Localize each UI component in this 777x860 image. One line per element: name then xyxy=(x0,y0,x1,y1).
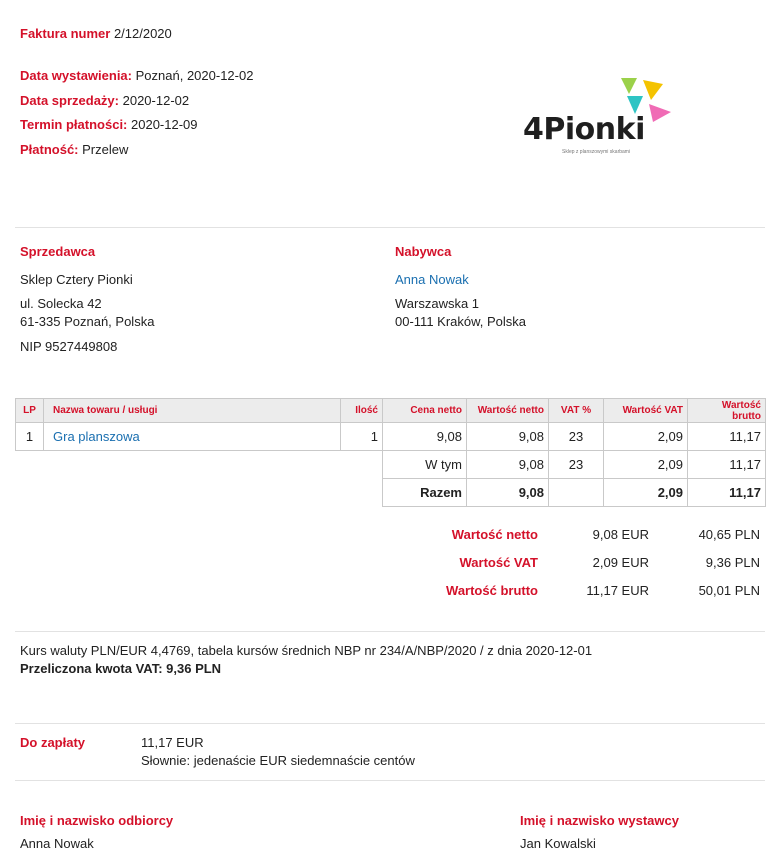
col-header-net-value: Wartość netto xyxy=(467,399,549,423)
seller-heading: Sprzedawca xyxy=(20,244,96,259)
converted-vat-text: Przeliczona kwota VAT: 9,36 PLN xyxy=(20,661,222,676)
razem-label: Razem xyxy=(383,479,467,507)
col-header-gross-value: Wartość brutto xyxy=(688,399,766,423)
issuer-label: Imię i nazwisko wystawcy xyxy=(520,813,679,828)
issue-date xyxy=(20,68,253,83)
row-vat-pct: 23 xyxy=(549,423,604,451)
invoice-number-label: Faktura numer xyxy=(20,26,111,41)
total-net-pln: 40,65 PLN xyxy=(698,527,760,542)
wtym-spacer xyxy=(16,451,383,479)
col-header-vat-pct: VAT % xyxy=(549,399,604,423)
payment-method-label: Płatność: xyxy=(20,142,79,157)
sale-date-label: Data sprzedaży: xyxy=(20,93,119,108)
table-header-row xyxy=(16,399,766,423)
wtym-label: W tym xyxy=(383,451,467,479)
row-gross-value: 11,17 xyxy=(688,423,766,451)
amount-due-label: Do zapłaty xyxy=(20,735,86,750)
total-vat-label: Wartość VAT xyxy=(459,555,538,570)
issue-date-value: Poznań, 2020-12-02 xyxy=(135,68,254,83)
exchange-rate-text: Kurs waluty PLN/EUR 4,4769, tabela kursów średnich NBP nr 234/A/NBP/2020 / z dnia 2020-12-01 xyxy=(20,643,593,658)
invoice-number-value: 2/12/2020 xyxy=(113,26,172,41)
shop-logo xyxy=(520,74,680,164)
col-header-qty: Ilość xyxy=(341,399,383,423)
total-vat-eur: 2,09 EUR xyxy=(592,555,649,570)
items-table xyxy=(15,398,766,507)
logo-triangle-pink xyxy=(649,104,671,122)
divider xyxy=(15,631,765,632)
total-gross-pln: 50,01 PLN xyxy=(698,583,760,598)
buyer-city: 00-111 Kraków, Polska xyxy=(395,314,527,329)
row-qty: 1 xyxy=(341,423,383,451)
wtym-net-value: 9,08 xyxy=(467,451,549,479)
row-product-link[interactable]: Gra planszowa xyxy=(44,423,341,451)
col-header-net-price: Cena netto xyxy=(383,399,467,423)
recipient-label: Imię i nazwisko odbiorcy xyxy=(20,813,174,828)
issuer-name: Jan Kowalski xyxy=(520,836,596,851)
divider xyxy=(15,227,765,228)
due-date-value: 2020-12-09 xyxy=(131,117,198,132)
razem-gross-value: 11,17 xyxy=(688,479,766,507)
amount-due-value: 11,17 EUR xyxy=(141,735,204,750)
sale-date xyxy=(20,93,189,108)
buyer-heading: Nabywca xyxy=(395,244,452,259)
seller-name: Sklep Cztery Pionki xyxy=(20,272,133,287)
col-header-vat-value: Wartość VAT xyxy=(604,399,688,423)
seller-nip: NIP 9527449808 xyxy=(20,339,118,354)
amount-due-words: Słownie: jedenaście EUR siedemnaście centów xyxy=(141,753,415,768)
logo-triangle-yellow xyxy=(643,80,663,100)
sale-date-value: 2020-12-02 xyxy=(122,93,190,108)
razem-vat-value: 2,09 xyxy=(604,479,688,507)
wtym-vat-value: 2,09 xyxy=(604,451,688,479)
wtym-gross-value: 11,17 xyxy=(688,451,766,479)
payment-method xyxy=(20,142,128,157)
total-gross-eur: 11,17 EUR xyxy=(586,583,649,598)
seller-street: ul. Solecka 42 xyxy=(20,296,102,311)
total-gross-label: Wartość brutto xyxy=(446,583,538,598)
due-date-label: Termin płatności: xyxy=(20,117,128,132)
divider xyxy=(15,723,765,724)
buyer-name-link[interactable]: Anna Nowak xyxy=(395,272,469,287)
due-date xyxy=(20,117,198,132)
row-lp: 1 xyxy=(16,423,44,451)
row-vat-value: 2,09 xyxy=(604,423,688,451)
logo-wordmark: 4Pionki xyxy=(523,112,645,147)
col-header-name: Nazwa towaru / usługi xyxy=(44,399,341,423)
table-row xyxy=(16,423,766,451)
invoice-number xyxy=(20,26,172,41)
buyer-street: Warszawska 1 xyxy=(395,296,480,311)
seller-city: 61-335 Poznań, Polska xyxy=(20,314,155,329)
razem-net-value: 9,08 xyxy=(467,479,549,507)
total-net-eur: 9,08 EUR xyxy=(592,527,649,542)
logo-triangle-green xyxy=(621,78,637,94)
issue-date-label: Data wystawienia: xyxy=(20,68,132,83)
recipient-name: Anna Nowak xyxy=(20,836,94,851)
wtym-row xyxy=(16,451,766,479)
razem-vat-pct xyxy=(549,479,604,507)
total-net-label: Wartość netto xyxy=(451,527,538,542)
total-vat-pln: 9,36 PLN xyxy=(705,555,760,570)
payment-method-value: Przelew xyxy=(82,142,129,157)
row-net-price: 9,08 xyxy=(383,423,467,451)
razem-spacer xyxy=(16,479,383,507)
razem-row xyxy=(16,479,766,507)
divider xyxy=(15,780,765,781)
wtym-vat-pct: 23 xyxy=(549,451,604,479)
col-header-lp: LP xyxy=(16,399,44,423)
logo-subtitle: Sklep z planszowymi skarbami xyxy=(562,149,631,155)
row-net-value: 9,08 xyxy=(467,423,549,451)
